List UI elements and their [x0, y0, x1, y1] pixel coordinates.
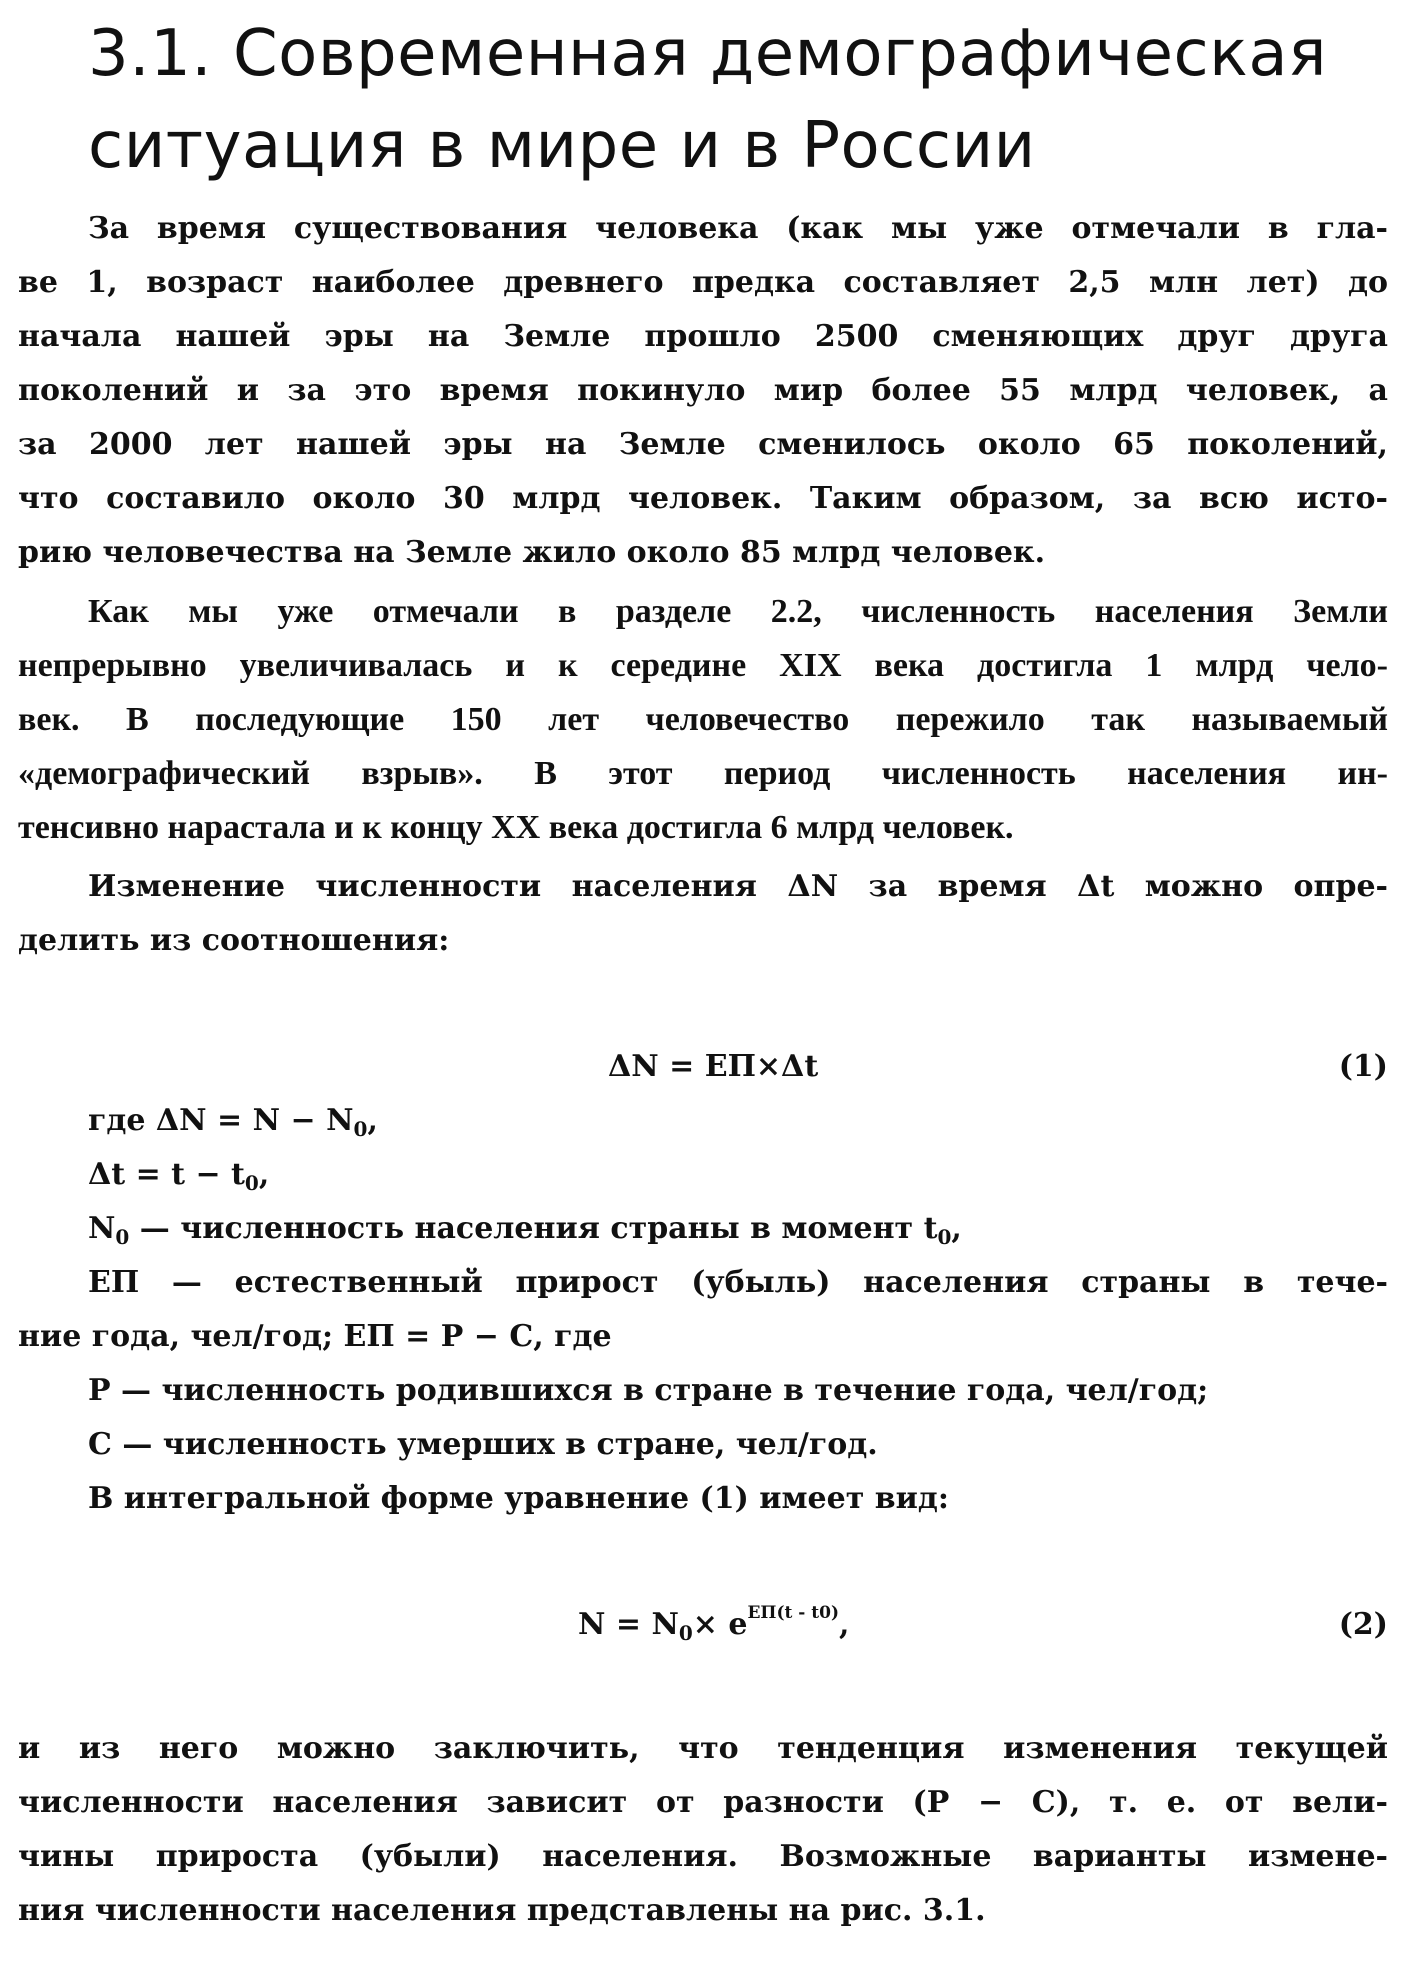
superscript: ЕП(t - t0): [747, 1603, 839, 1623]
definition-delta-t: [88, 1148, 269, 1202]
definition-n0: [88, 1202, 962, 1256]
definition-text: где ΔN = N − N: [88, 1103, 354, 1138]
definition-text: — численность населения страны в момент t: [129, 1211, 938, 1246]
text-line: чины прироста (убыли) населения. Возможные варианты измене-: [18, 1839, 1388, 1874]
equation-2-number: (2): [1338, 1607, 1388, 1642]
definition-text: N: [88, 1211, 116, 1246]
equation-text: ,: [839, 1607, 850, 1642]
text-line: ве 1, возраст наиболее древнего предка составляет 2,5 млн лет) до: [18, 265, 1388, 300]
section-title-line-1: 3.1. Современная демографическая: [88, 17, 1328, 91]
definition-text: ,: [367, 1103, 378, 1138]
subscript: 0: [353, 1117, 368, 1141]
text-line: делить из соотношения:: [18, 923, 450, 958]
equation-2: [578, 1598, 849, 1652]
definition-p: Р — численность родившихся в стране в течение года, чел/год;: [88, 1373, 1209, 1408]
definition-ep-continued: ние года, чел/год; ЕП = Р − С, где: [18, 1319, 612, 1354]
integral-form-intro: В интегральной форме уравнение (1) имеет вид:: [88, 1481, 949, 1516]
text-line: что составило около 30 млрд человек. Таким образом, за всю исто-: [18, 481, 1388, 516]
definition-text: ,: [258, 1157, 270, 1192]
equation-text: N = N: [578, 1607, 679, 1642]
equation-text: × e: [692, 1607, 748, 1642]
text-line: непрерывно увеличивалась и к середине XIX века достигла 1 млрд чело-: [18, 647, 1388, 684]
text-line: за 2000 лет нашей эры на Земле сменилось около 65 поколений,: [18, 427, 1388, 462]
definition-text: ,: [951, 1211, 962, 1246]
equation-1: ΔN = ЕП×Δt: [608, 1049, 819, 1084]
text-line: Как мы уже отмечали в разделе 2.2, численность населения Земли: [88, 593, 1388, 630]
definition-text: Δt = t − t: [88, 1157, 245, 1192]
definition-delta-n: [88, 1094, 378, 1148]
subscript: 0: [244, 1171, 259, 1195]
equation-1-number: (1): [1338, 1049, 1388, 1084]
text-line: рию человечества на Земле жило около 85 млрд человек.: [18, 535, 1046, 570]
subscript: 0: [937, 1225, 952, 1249]
text-line: начала нашей эры на Земле прошло 2500 сменяющих друг друга: [18, 319, 1388, 354]
text-line: поколений и за это время покинуло мир более 55 млрд человек, а: [18, 373, 1388, 408]
definition-c: С — численность умерших в стране, чел/год.: [88, 1427, 878, 1462]
text-line: ния численности населения представлены на рис. 3.1.: [18, 1893, 986, 1928]
text-line: численности населения зависит от разности (Р − С), т. е. от вели-: [18, 1785, 1388, 1820]
subscript: 0: [678, 1621, 693, 1645]
definition-ep: ЕП — естественный прирост (убыль) населения страны в тече-: [88, 1265, 1388, 1300]
text-line: тенсивно нарастала и к концу XX века достигла 6 млрд человек.: [18, 809, 1014, 846]
text-line: и из него можно заключить, что тенденция изменения текущей: [18, 1731, 1388, 1766]
text-line: Изменение численности населения ΔN за время Δt можно опре-: [88, 869, 1388, 904]
text-line: «демографический взрыв». В этот период численность населения ин-: [18, 755, 1388, 792]
section-title: [88, 8, 1348, 192]
text-line: За время существования человека (как мы уже отмечали в гла-: [88, 211, 1388, 246]
subscript: 0: [115, 1225, 130, 1249]
text-line: век. В последующие 150 лет человечество пережило так называемый: [18, 701, 1388, 738]
section-title-line-2: ситуация в мире и в России: [88, 109, 1036, 183]
